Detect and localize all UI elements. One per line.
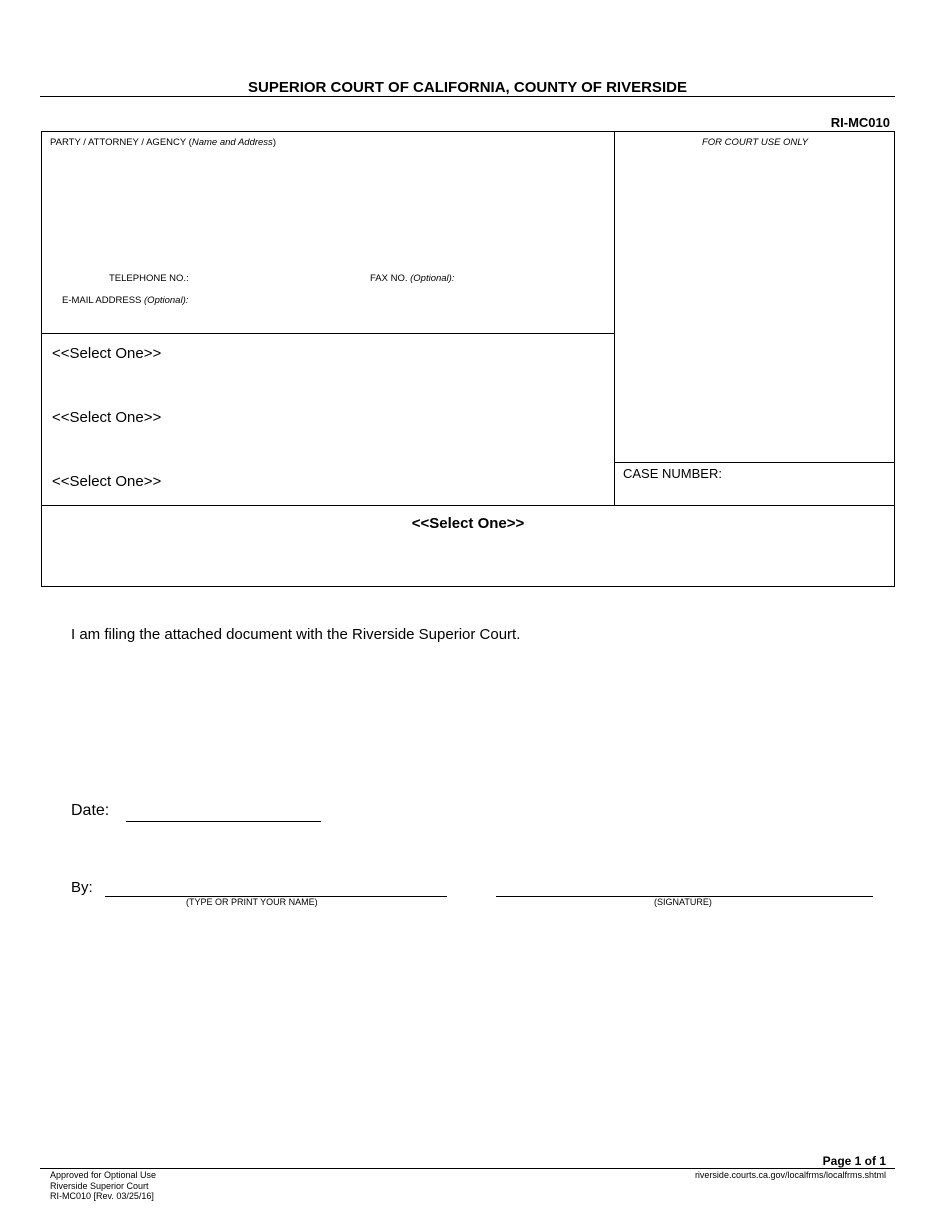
caption-middle-border (41, 505, 895, 506)
fax-label: FAX NO. (Optional): (370, 273, 455, 284)
by-label: By: (71, 879, 93, 896)
date-field[interactable] (126, 821, 321, 822)
form-id: RI-MC010 (830, 115, 890, 130)
footer-left (50, 1170, 156, 1202)
telephone-field[interactable] (190, 270, 360, 285)
date-label: Date: (71, 802, 110, 819)
fax-field[interactable] (458, 270, 608, 285)
footer-court: Riverside Superior Court (50, 1180, 149, 1191)
party-name-address-field[interactable] (48, 152, 608, 262)
caption-divider (614, 131, 615, 505)
footer-approved: Approved for Optional Use (50, 1170, 157, 1180)
case-number-field[interactable] (623, 484, 888, 500)
court-use-label: FOR COURT USE ONLY (701, 137, 809, 148)
title-rule (40, 96, 895, 97)
party-select-2[interactable]: <<Select One>> (52, 473, 162, 490)
email-label: E-MAIL ADDRESS (Optional): (62, 295, 189, 306)
footer-revision: RI-MC010 [Rev. 03/25/16] (50, 1191, 154, 1201)
party-attorney-label: PARTY / ATTORNEY / AGENCY (Name and Address) (50, 137, 276, 148)
caption-bottom-border (41, 586, 895, 587)
form-title: SUPERIOR COURT OF CALIFORNIA, COUNTY OF RIVERSIDE (248, 79, 687, 96)
footer-rule (40, 1168, 895, 1169)
filing-statement: I am filing the attached document with the Riverside Superior Court. (71, 626, 521, 643)
case-number-top (614, 462, 895, 463)
signature-caption: (SIGNATURE) (654, 897, 712, 907)
case-number-label: CASE NUMBER: (623, 466, 722, 481)
party-select-1[interactable]: <<Select One>> (52, 409, 162, 426)
name-caption: (TYPE OR PRINT YOUR NAME) (186, 897, 318, 907)
party-box-bottom (41, 333, 615, 334)
email-field[interactable] (192, 292, 607, 307)
footer-url: riverside.courts.ca.gov/localfrms/localfrms.shtml (694, 1170, 886, 1180)
caption-top-border (41, 131, 895, 132)
telephone-label: TELEPHONE NO.: (109, 273, 189, 284)
court-select[interactable]: <<Select One>> (52, 345, 162, 362)
page-number: Page 1 of 1 (822, 1154, 886, 1168)
document-title-select[interactable]: <<Select One>> (411, 515, 525, 532)
